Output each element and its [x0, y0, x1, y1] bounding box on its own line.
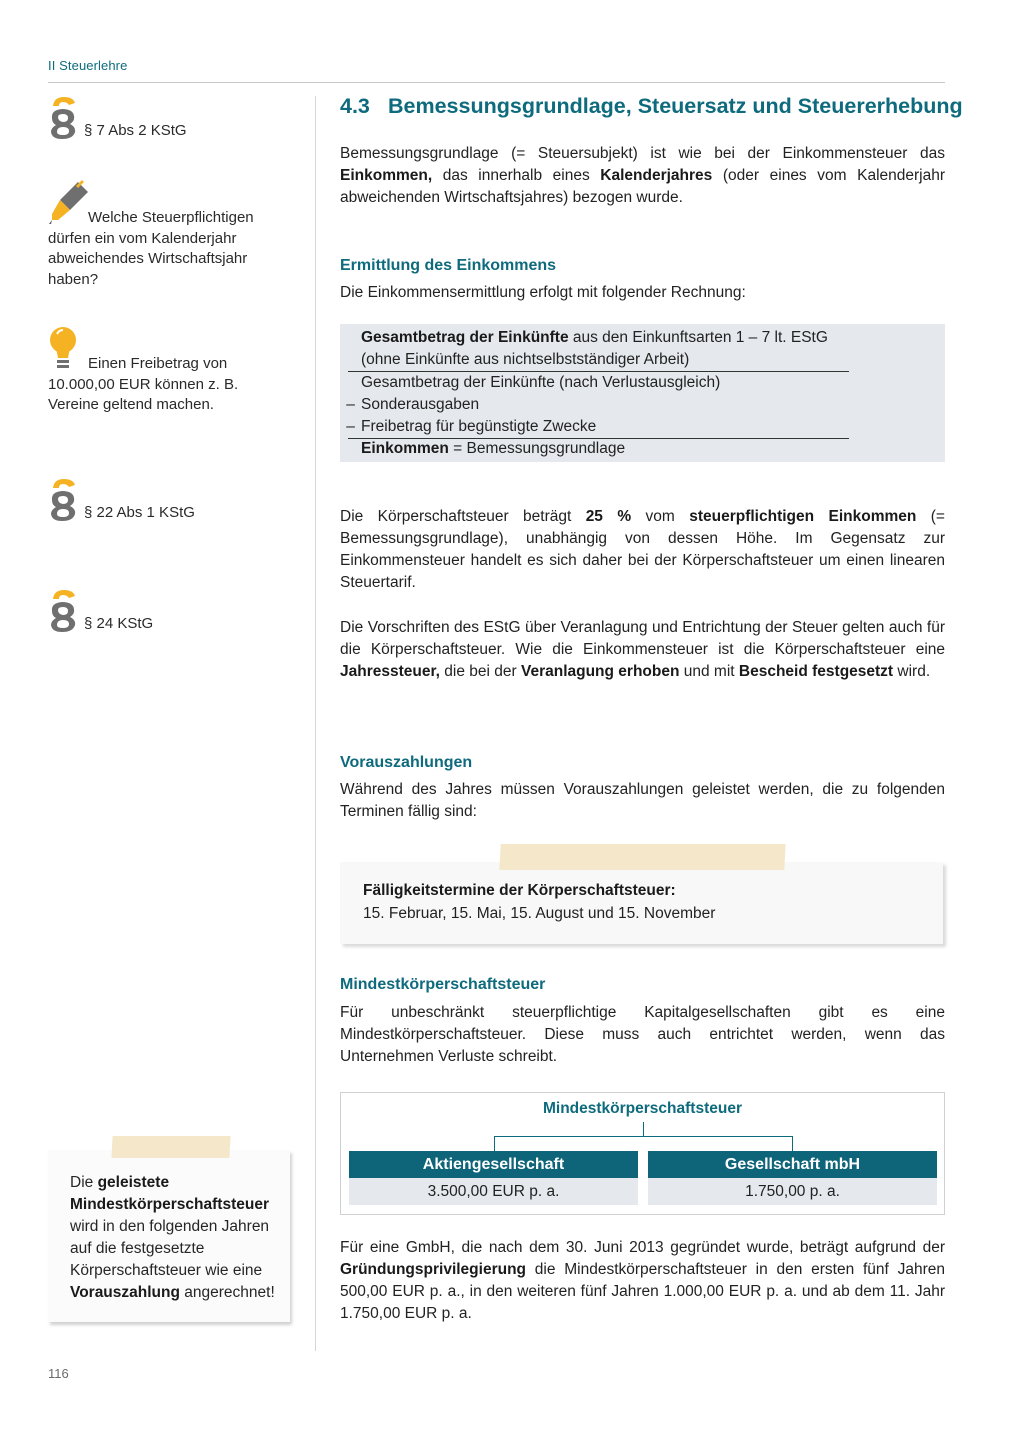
assessment-paragraph — [340, 617, 945, 683]
income-calculation-box — [340, 324, 945, 462]
law-ref-text: § 7 Abs 2 KStG — [84, 121, 187, 139]
text-run: (= Bemessungsgrundlage), unabhängig von dessen Höhe. Im Gegensatz zur Einkommensteuer handelt es sich daher bei der Körperschaftsteuer um einen linearen Steuertarif. — [340, 508, 945, 591]
emphasis: Bescheid festgesetzt — [738, 663, 894, 680]
minimum-tax-text: Für unbeschränkt steuerpflichtige Kapitalgesellschaften gibt es eine Mindestkörperschaftsteuer. Diese muss auch entrichtet werden, wenn das Unternehmen Verluste schreibt. — [340, 1004, 945, 1065]
sticky-note-text — [70, 1172, 275, 1304]
due-dates-title: Fälligkeitstermine der Körperschaftsteuer: — [363, 882, 676, 899]
subhead-income: Ermittlung des Einkommens — [340, 257, 557, 274]
section-number: 4.3 — [340, 94, 370, 118]
paragraph-icon — [48, 476, 78, 522]
text-run: vom — [631, 508, 690, 525]
text-run: die bei der — [439, 663, 521, 680]
calc-row: Einkommen = Bemessungsgrundlage — [361, 440, 626, 457]
law-ref-3 — [48, 587, 278, 633]
text-run: Die — [70, 1174, 98, 1191]
calc-row: Gesamtbetrag der Einkünfte (nach Verlustausgleich) — [361, 374, 721, 391]
due-dates-box — [340, 862, 943, 944]
emphasis: Einkommen, — [340, 167, 433, 184]
paragraph-icon — [48, 587, 78, 633]
tape-decoration — [499, 844, 785, 870]
tax-rate-paragraph — [340, 506, 945, 594]
emphasis: geleistete Mindestkörperschaftsteuer — [70, 1174, 269, 1213]
emphasis: Veranlagung erhoben — [520, 663, 680, 680]
tree-connector — [643, 1122, 644, 1136]
founding-privilege-paragraph — [340, 1237, 945, 1325]
tape-decoration — [111, 1136, 230, 1158]
emphasis: Kalenderjahres — [600, 167, 713, 184]
minimum-tax-diagram — [340, 1092, 945, 1215]
diagram-title: Mindestkörperschaftsteuer — [543, 1100, 742, 1117]
text-run: angerechnet! — [179, 1284, 275, 1301]
tip-text: Einen Freibetrag von 10.000,00 EUR können z. B. Vereine geltend machen. — [48, 355, 239, 413]
text-run: die Mindestkörperschaftsteuer in den ersten fünf Jahren 500,00 EUR p. a., in den weiteren fünf Jahren 1.000,00 EUR p. a. und ab dem 11. Jahr 1.750,00 EUR p. a. — [340, 1261, 945, 1322]
emphasis: 25 % — [585, 508, 632, 525]
company-min-tax-value: 3.500,00 EUR p. a. — [349, 1178, 638, 1205]
company-min-tax-value: 1.750,00 p. a. — [648, 1178, 937, 1205]
calc-row: Gesamtbetrag der Einkünfte aus den Einkunftsarten 1 – 7 lt. EStG — [361, 329, 828, 346]
law-ref-1 — [48, 94, 278, 140]
prepayments-text: Während des Jahres müssen Vorauszahlungen geleistet werden, die zu folgenden Terminen fällig sind: — [340, 781, 945, 820]
question-text: Welche Steuerpflichtigen dürfen ein vom Kalenderjahr abweichendes Wirtschaftsjahr haben? — [48, 209, 254, 288]
tree-connector — [792, 1136, 793, 1151]
text-run: Für eine GmbH, die nach dem 30. Juni 2013 gegründet wurde, beträgt aufgrund der — [340, 1239, 945, 1256]
question-note — [48, 180, 278, 290]
page-number: 116 — [48, 1366, 69, 1381]
tree-connector — [494, 1136, 793, 1137]
emphasis: steuerpflichtigen Einkommen — [689, 508, 917, 525]
emphasis: Jahressteuer, — [340, 663, 440, 680]
law-ref-text: § 24 KStG — [84, 614, 154, 632]
text-run: wird in den folgenden Jahren auf die festgesetzte Körperschaftsteuer wie eine — [70, 1218, 270, 1279]
header-rule — [48, 82, 945, 83]
text-run: und mit — [679, 663, 739, 680]
sticky-note — [48, 1150, 290, 1322]
text-run: Bemessungsgrundlage (= Steuersubjekt) ist wie bei der Einkommensteuer das — [340, 145, 945, 162]
text-run: das innerhalb eines — [432, 167, 601, 184]
calc-row: (ohne Einkünfte aus nichtselbstständiger Arbeit) — [361, 351, 690, 368]
company-card-gmbh — [648, 1151, 937, 1205]
subhead-minimum-tax: Mindestkörperschaftsteuer — [340, 976, 546, 993]
due-dates-list: 15. Februar, 15. Mai, 15. August und 15. November — [363, 905, 716, 922]
intro-paragraph — [340, 143, 945, 209]
section-title — [340, 94, 963, 119]
law-ref-2 — [48, 476, 278, 522]
company-type-label: Gesellschaft mbH — [648, 1151, 937, 1178]
emphasis: Vorauszahlung — [70, 1284, 180, 1301]
company-card-ag — [349, 1151, 638, 1205]
calc-row: – Sonderausgaben — [346, 396, 480, 413]
running-head: II Steuerlehre — [48, 58, 128, 73]
section-title-text: Bemessungsgrundlage, Steuersatz und Steuererhebung — [388, 94, 963, 118]
emphasis: Gründungsprivilegierung — [340, 1261, 527, 1278]
tip-note — [48, 326, 278, 416]
company-type-label: Aktiengesellschaft — [349, 1151, 638, 1178]
law-ref-text: § 22 Abs 1 KStG — [84, 503, 195, 521]
text-run: wird. — [893, 663, 931, 680]
text-run: (oder eines vom Kalenderjahr abweichenden Wirtschaftsjahres) bezogen wurde. — [340, 167, 946, 206]
paragraph-icon — [48, 94, 78, 140]
column-divider — [315, 96, 316, 1351]
text-run: Die Vorschriften des EStG über Veranlagung und Entrichtung der Steuer gelten auch für die Körperschaftsteuer. Wie die Einkommensteuer ist die Körperschaftsteuer eine — [340, 619, 945, 658]
text-run: Die Körperschaftsteuer beträgt — [340, 508, 586, 525]
income-lead: Die Einkommensermittlung erfolgt mit folgender Rechnung: — [340, 284, 746, 301]
tree-connector — [494, 1136, 495, 1151]
calc-row: – Freibetrag für begünstigte Zwecke — [346, 418, 597, 435]
subhead-prepayments: Vorauszahlungen — [340, 754, 473, 771]
